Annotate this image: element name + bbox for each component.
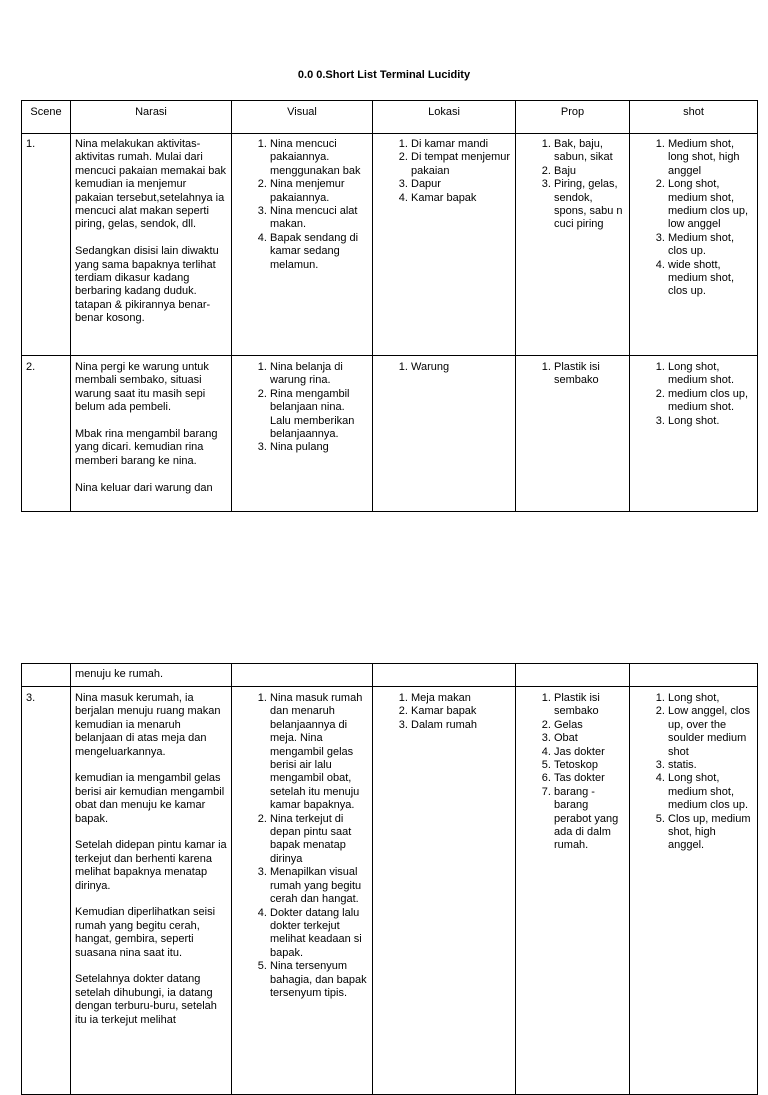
cell-prop [516,356,630,512]
list-item: 1. Warung [411,361,511,374]
cell-shot [630,134,758,356]
narasi-paragraph: Nina masuk kerumah, ia berjalan menuju ruang makan kemudian ia menaruh belanjaan di atas meja dan mengeluarkannya. [75,692,221,758]
list-item: 2. Rina mengambil belanjaan nina. Lalu memberikan belanjaannya. [270,388,368,442]
table-row [22,687,758,1095]
list-item: 3. Medium shot, clos up. [668,232,753,259]
list-item: 3. Dalam rumah [411,719,511,732]
narasi-paragraph: Nina melakukan aktivitas-aktivitas rumah. Mulai dari mencuci pakaian memakai bak kemudian ia menjemur pakaian tersebut,setelahnya ia mencuci alat makan seperti piring, gelas, sendok, dll. [75,138,227,231]
list-item: 3. Dapur [411,178,511,191]
list-item: 3. statis. [668,759,753,772]
list-item: 4. Long shot, medium shot, medium clos up. [668,772,753,812]
list-item: 2. Nina menjemur pakaiannya. [270,178,368,205]
list-item: 3. Nina pulang [270,441,368,454]
narasi-paragraph: Nina pergi ke warung untuk membali sembako, situasi warung saat itu masih sepi belum ada pembeli. [75,361,209,414]
list-item: 5. Clos up, medium shot, high anggel. [668,813,753,853]
narasi-paragraph: Setelah didepan pintu kamar ia terkejut dan berhenti karena melihat bapaknya menatap dirinya. [75,839,227,892]
header-narasi: Narasi [71,101,232,134]
table-header-row [22,101,758,134]
list-item: 2. Di tempat menjemur pakaian [411,151,511,178]
cell-narasi [71,687,232,1095]
narasi-paragraph: Kemudian diperlihatkan seisi rumah yang begitu cerah, hangat, gembira, seperti suasana nina saat itu. [75,906,216,959]
list-item: 4. wide shott, medium shot, clos up. [668,259,753,299]
list-item: 1. Nina masuk rumah dan menaruh belanjaannya di meja. Nina mengambil gelas berisi air lalu mengambil obat, setelah itu menuju kamar bapaknya. [270,692,368,813]
header-prop: Prop [516,101,630,134]
list-item: 2. Gelas [554,719,625,732]
cell-scene [22,664,71,687]
list-item: 4. Jas dokter [554,746,625,759]
list-item: 2. medium clos up, medium shot. [668,388,753,415]
shot-list-table-continued [21,663,758,1095]
list-item: 1. Long shot, medium shot. [668,361,753,388]
page-title: 0.0 0.Short List Terminal Lucidity [297,69,471,81]
cell-visual [232,687,373,1095]
table-row [22,356,758,512]
list-item: 3. Long shot. [668,415,753,428]
cell-scene: 1. [22,134,71,356]
cell-lokasi [373,356,516,512]
list-item: 1. Medium shot, long shot, high anggel [668,138,753,178]
cell-narasi: menuju ke rumah. [71,664,232,687]
cell-visual [232,356,373,512]
list-item: 4. Kamar bapak [411,192,511,205]
cell-scene: 2. [22,356,71,512]
cell-shot [630,664,758,687]
shot-list-table [21,100,758,512]
list-item: 6. Tas dokter [554,772,625,785]
narasi-paragraph: kemudian ia mengambil gelas berisi air kemudian mengambil obat dan menuju ke kamar bapak. [75,772,225,825]
narasi-paragraph: Sedangkan disisi lain diwaktu yang sama bapaknya terlihat terdiam dikasur kadang berbaring kadang duduk. tatapan & pikirannya benar-benar kosong. [75,245,219,325]
list-item: 4. Bapak sendang di kamar sedang melamun. [270,232,368,272]
cell-lokasi [373,687,516,1095]
table-row [22,664,758,687]
header-shot: shot [630,101,758,134]
list-item: 3. Menapilkan visual rumah yang begitu cerah dan hangat. [270,866,368,906]
list-item: 4. Dokter datang lalu dokter terkejut melihat keadaan si bapak. [270,907,368,961]
cell-lokasi [373,134,516,356]
list-item: 5. Tetoskop [554,759,625,772]
list-item: 1. Plastik isi sembako [554,361,625,388]
header-lokasi: Lokasi [373,101,516,134]
list-item: 1. Meja makan [411,692,511,705]
list-item: 1. Long shot, [668,692,753,705]
cell-scene: 3. [22,687,71,1095]
list-item: 3. Nina mencuci alat makan. [270,205,368,232]
list-item: 2. Low anggel, clos up, over the soulder medium shot [668,705,753,759]
cell-visual [232,134,373,356]
list-item: 1. Nina mencuci pakaiannya. menggunakan bak [270,138,368,178]
list-item: 1. Plastik isi sembako [554,692,625,719]
list-item: 7. barang - barang perabot yang ada di dalm rumah. [554,786,625,853]
cell-lokasi [373,664,516,687]
narasi-paragraph: Setelahnya dokter datang setelah dihubungi, ia datang dengan terburu-buru, setelah itu ia terkejut melihat [75,973,217,1026]
list-item: 2. Long shot, medium shot, medium clos up, low anggel [668,178,753,232]
cell-narasi [71,356,232,512]
cell-prop [516,687,630,1095]
list-item: 1. Nina belanja di warung rina. [270,361,368,388]
list-item: 1. Bak, baju, sabun, sikat [554,138,625,165]
cell-prop [516,664,630,687]
table-row [22,134,758,356]
list-item: 2. Nina terkejut di depan pintu saat bapak menatap dirinya [270,813,368,867]
header-scene: Scene [22,101,71,134]
list-item: 2. Baju [554,165,625,178]
cell-prop [516,134,630,356]
cell-narasi [71,134,232,356]
cell-shot [630,356,758,512]
list-item: 5. Nina tersenyum bahagia, dan bapak tersenyum tipis. [270,960,368,1000]
narasi-paragraph: Nina keluar dari warung dan [75,481,213,494]
list-item: 1. Di kamar mandi [411,138,511,151]
header-visual: Visual [232,101,373,134]
narasi-paragraph: Mbak rina mengambil barang yang dicari. kemudian rina memberi barang ke nina. [75,428,218,467]
cell-visual [232,664,373,687]
list-item: 2. Kamar bapak [411,705,511,718]
list-item: 3. Obat [554,732,625,745]
list-item: 3. Piring, gelas, sendok, spons, sabu n cuci piring [554,178,625,232]
cell-shot [630,687,758,1095]
